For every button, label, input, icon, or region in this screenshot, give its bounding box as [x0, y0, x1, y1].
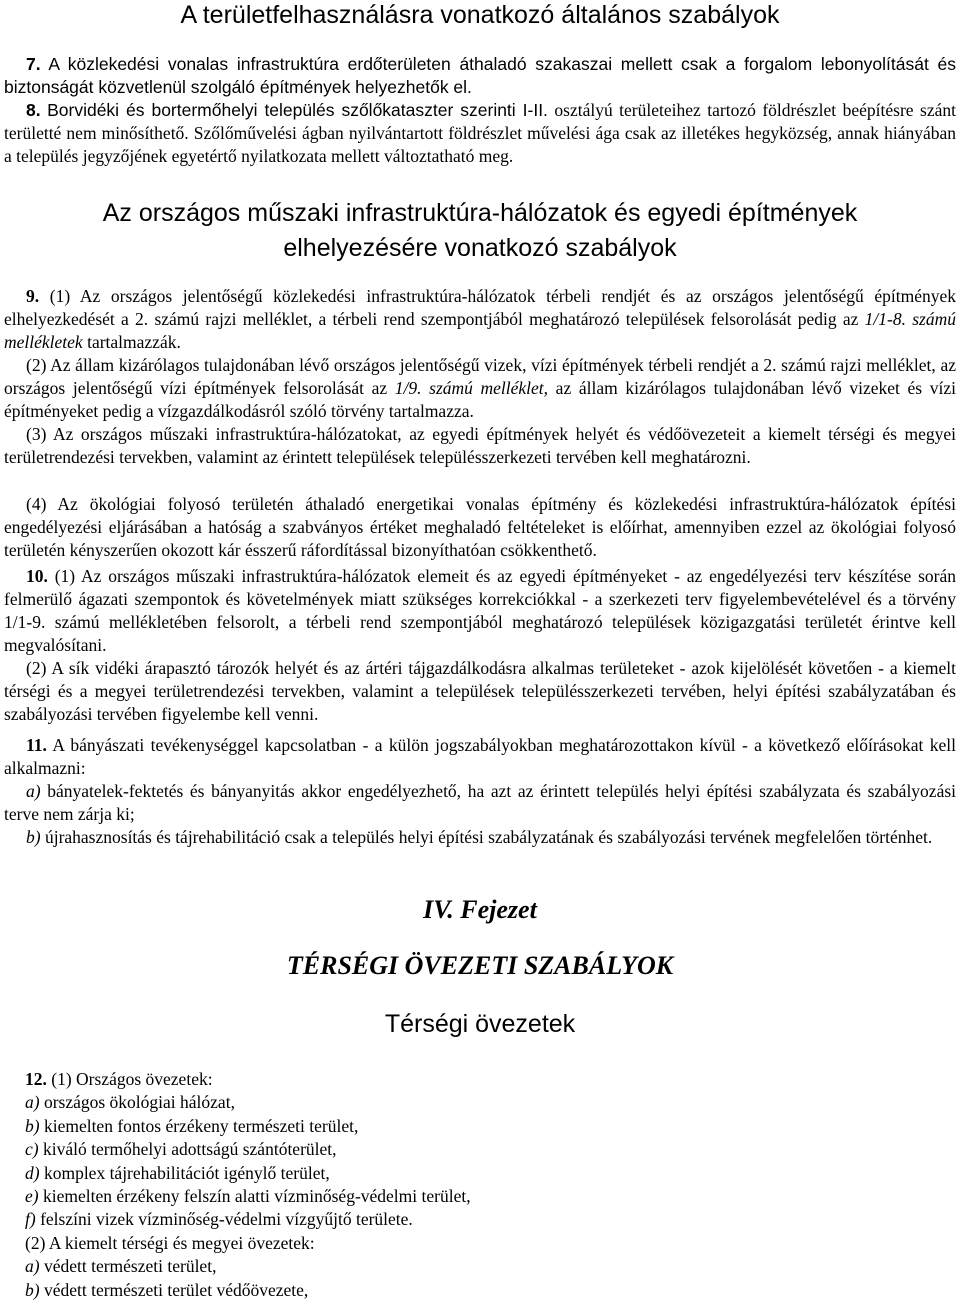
section-number: 7.: [26, 54, 41, 74]
list-marker: a): [26, 781, 41, 801]
annex-reference: 1/9. számú melléklet,: [394, 378, 549, 398]
paragraph-10-2: (2) A sík vidéki árapasztó tározók helyét és az ártéri tájgazdálkodásra alkalmas területeket - azok kijelölését követően - a kiemelt térségi és a megyei területrendezési tervekben, valamint a települések településszerkezeti tervében, helyi építési szabályzatában és szabályozási tervében figyelembe kell venni.: [4, 658, 956, 724]
list-item: [25, 1115, 471, 1138]
list-item-text: komplex tájrehabilitációt igénylő terület,: [43, 1162, 330, 1183]
list-item-text: újrahasznosítás és tájrehabilitáció csak a település helyi építési szabályzatának és szabályozási tervének megfelelően történhet.: [44, 827, 933, 847]
section-number: 12.: [25, 1069, 47, 1089]
list-item-a: [4, 780, 956, 826]
page-title: A területfelhasználásra vonatkozó általános szabályok: [180, 1, 780, 29]
list-marker: b): [25, 1279, 40, 1300]
paragraph-text: Borvidéki és bortermőhelyi település szőlőkataszter szerinti I-II.: [47, 100, 548, 120]
paragraph-9-2: [4, 354, 956, 423]
paragraph-text: (1) Az országos jelentőségű közlekedési infrastruktúra-hálózatok térbeli rendjét és az országos jelentőségű építmények elhelyezkedését a 2. számú rajzi melléklet, a térbeli rend szempontjából meghatározó települések felsorolását pedig az: [4, 286, 956, 329]
paragraph-9-1: [4, 285, 956, 354]
subsection-title: Térségi övezetek: [384, 1010, 576, 1038]
list-marker: f): [25, 1209, 36, 1230]
list-item: [25, 1255, 471, 1278]
chapter-heading: IV. Fejezet: [423, 895, 537, 924]
paragraph-9-4: (4) Az ökológiai folyosó területén áthaladó energetikai vonalas építmény és közlekedési infrastruktúra-hálózatok építési engedélyezési eljárásában a hatóság a szabványos értéket meghaladó feltételeket is előírhat, amennyiben ezzel az ökológiai folyosó területén kényszerűen okozott kár ésszerű ráfordítással bizonyíthatóan csökkenthető.: [4, 494, 956, 560]
list-marker: b): [25, 1115, 40, 1136]
list-item: [25, 1279, 471, 1302]
list-item-text: védett természeti terület,: [43, 1256, 217, 1277]
section-number: 11.: [26, 735, 47, 755]
section-number: 9.: [26, 286, 40, 306]
paragraph-8: [4, 99, 956, 168]
section-title: Az országos műszaki infrastruktúra-hálózatok és egyedi építmények elhelyezésére vonatkozó szabályok: [102, 199, 858, 262]
paragraph-text: (2) Az állam kizárólagos tulajdonában lévő országos jelentőségű vizek, vízi építmények térbeli rendjét a 2. számú rajzi melléklet, az országos jelentőségű vízi építmények felsorolását az: [4, 355, 956, 398]
section-number: 8.: [26, 100, 41, 120]
list-marker: b): [26, 827, 41, 847]
list-item-text: országos ökológiai hálózat,: [43, 1092, 235, 1113]
list-item-text: kiemelten érzékeny felszín alatti vízminőség-védelmi terület,: [42, 1186, 471, 1207]
list-marker: e): [25, 1186, 39, 1207]
list-marker: a): [25, 1092, 40, 1113]
paragraph-text: A bányászati tevékenységgel kapcsolatban - a külön jogszabályokban meghatározottakon kívül - a következő előírásokat kell alkalmazni:: [4, 735, 956, 778]
list-item: [25, 1138, 471, 1161]
chapter-title: TÉRSÉGI ÖVEZETI SZABÁLYOK: [286, 951, 674, 980]
list-item-text: kiváló termőhelyi adottságú szántóterület,: [42, 1139, 337, 1160]
list-intro-2: (2) A kiemelt térségi és megyei övezetek:: [25, 1232, 315, 1253]
list-marker: d): [25, 1162, 40, 1183]
paragraph-text: osztályú területeihez tartozó földrészlet beépítésre szánt területté nem minősíthető.: [4, 100, 957, 143]
paragraph-10-1: [4, 565, 956, 657]
list-item: [25, 1208, 471, 1231]
list-item-text: bányatelek-fektetés és bányanyitás akkor engedélyezhető, ha azt az érintett település helyi építési szabályzata és szabályozási terve nem zárja ki;: [4, 781, 957, 824]
list-item: [25, 1162, 471, 1185]
paragraph-text: tartalmazzák.: [82, 332, 181, 352]
list-item-text: kiemelten fontos érzékeny természeti terület,: [43, 1115, 359, 1136]
list-item-text: felszíni vizek vízminőség-védelmi vízgyűjtő területe.: [40, 1209, 413, 1230]
list-marker: c): [25, 1139, 39, 1160]
annex-reference: 1/1-8. számú mellékletek: [4, 309, 956, 352]
list-item-b: [4, 826, 956, 849]
paragraph-text: (1) Az országos műszaki infrastruktúra-hálózatok elemeit és az egyedi építményeket - az engedélyezési terv készítése során felmerülő ágazati szempontok és követelmények miatt szükséges korrekciókkal - a szerkezeti terv figyelembevételével és a törvény 1/1-9. számú mellékletében felsorolt, a térbeli rend szempontjából meghatározó települések közigazgatási területét érintve kell megvalósítani.: [4, 566, 957, 655]
paragraph-text: Szőlőművelési ágban nyilvántartott földrészlet művelési ága csak az illetékes hegyközség, annak hiányában a település jegyzőjének egyetértő nyilatkozata mellett változtatható meg.: [4, 123, 956, 166]
paragraph-11: [4, 734, 956, 780]
list-item-text: védett természeti terület védőövezete,: [43, 1279, 309, 1300]
paragraph-text: az állam kizárólagos tulajdonában lévő vizeket és vízi építményeket pedig a vízgazdálkodásról szóló törvény tartalmazza.: [4, 378, 956, 421]
list-item: [25, 1185, 471, 1208]
paragraph-7: [4, 53, 956, 99]
paragraph-text: A közlekedési vonalas infrastruktúra erdőterületen áthaladó szakaszai mellett csak a forgalom lebonyolítását és biztonságát közvetlenül szolgáló építmények helyezhetők el.: [4, 54, 956, 97]
paragraph-9-3: (3) Az országos műszaki infrastruktúra-hálózatokat, az egyedi építmények helyét és védőövezeteit a kiemelt térségi és megyei területrendezési tervekben, valamint az érintett települések településszerkezeti tervében kell meghatározni.: [4, 424, 956, 467]
section-number: 10.: [26, 566, 48, 586]
paragraph-12-intro: [25, 1068, 471, 1091]
paragraph-12: [25, 1068, 471, 1302]
list-marker: a): [25, 1256, 40, 1277]
list-item: [25, 1091, 471, 1114]
list-intro: (1) Országos övezetek:: [51, 1069, 213, 1089]
